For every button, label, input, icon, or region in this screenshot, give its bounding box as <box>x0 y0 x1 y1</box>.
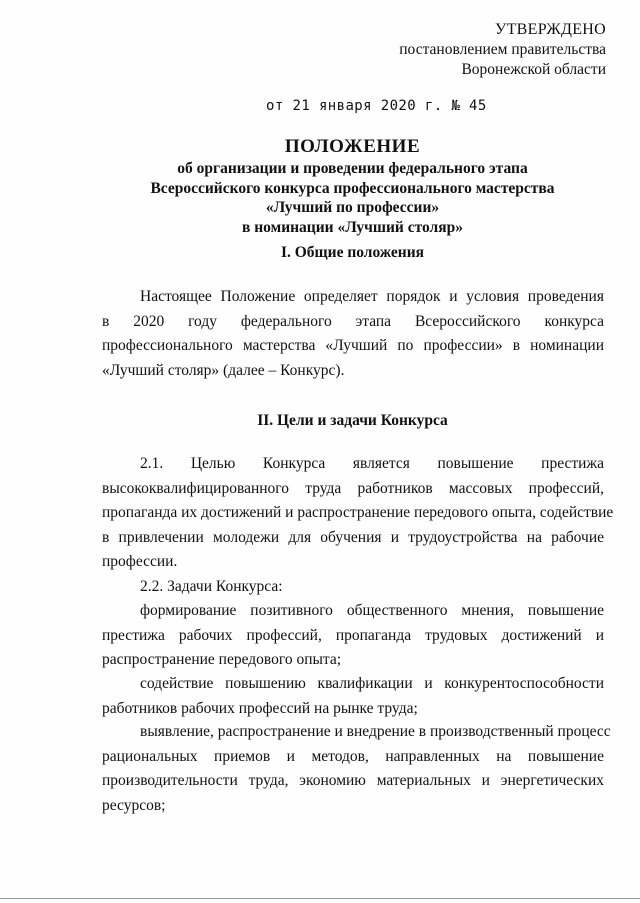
title-subline-1: об организации и проведении федерального этапа <box>177 160 528 177</box>
section-2-paragraph-2 <box>102 575 604 600</box>
paragraph-line: содействие повышению квалификации и конкурентоспособности <box>140 675 604 692</box>
paragraph-line: пропаганда их достижений и распространение передового опыта, содействие <box>102 504 614 521</box>
paragraph-line: рациональных приемов и методов, направленных на повышение <box>102 747 604 765</box>
page-bottom-edge <box>0 898 640 899</box>
approved-label: УТВЕРЖДЕНО <box>494 21 606 38</box>
paragraph-line: высококвалифицированного труда работников массовых профессий, <box>102 479 604 497</box>
paragraph-line: профессии. <box>102 553 178 570</box>
paragraph-line: престижа рабочих профессий, пропаганда трудовых достижений и <box>102 626 604 644</box>
paragraph-line: в 2020 году федерального этапа Всероссийского конкурса <box>102 312 604 330</box>
section-2-paragraph-3 <box>102 599 604 673</box>
section-2-paragraph-1 <box>102 452 614 575</box>
paragraph-line: производительности труда, экономию материальных и энергетических <box>102 772 604 789</box>
section-2-paragraph-4 <box>102 672 604 721</box>
paragraph-line: в привлечении молодежи для обучения и трудоустройства на рабочие <box>102 528 604 546</box>
paragraph-line: «Лучший столяр» (далее – Конкурс). <box>102 361 345 379</box>
paragraph-line: работников рабочих профессий на рынке труда; <box>102 699 418 717</box>
title-subline-2: Всероссийского конкурса профессионального мастерства <box>150 179 555 197</box>
section-2-paragraph-5 <box>102 720 611 818</box>
paragraph-line: Настоящее Положение определяет порядок и условия проведения <box>140 288 604 305</box>
paragraph-line: 2.1. Целью Конкурса является повышение престижа <box>140 455 604 472</box>
date-stamp: от 21 января 2020 г. № 45 <box>266 98 487 114</box>
section-1-heading: I. Общие положения <box>280 244 425 261</box>
document-title: ПОЛОЖЕНИЕ <box>284 136 421 157</box>
section-1-paragraph <box>102 285 604 383</box>
paragraph-line: выявление, распространение и внедрение в производственный процесс <box>140 723 611 740</box>
title-subline-4: в номинации «Лучший столяр» <box>242 218 463 236</box>
paragraph-line: распространение передового опыта; <box>102 651 342 668</box>
approval-line-2: Воронежской области <box>461 61 606 78</box>
paragraph-line: ресурсов; <box>102 796 166 814</box>
approval-line-1: постановлением правительства <box>399 41 606 58</box>
title-block <box>100 135 605 237</box>
paragraph-line: 2.2. Задачи Конкурса: <box>140 578 283 595</box>
section-2-heading: II. Цели и задачи Конкурса <box>257 412 448 429</box>
title-subline-3: «Лучший по профессии» <box>265 199 440 216</box>
approval-block <box>399 20 606 80</box>
paragraph-line: профессионального мастерства «Лучший по профессии» в номинации <box>102 337 604 354</box>
paragraph-line: формирование позитивного общественного мнения, повышение <box>140 602 604 619</box>
